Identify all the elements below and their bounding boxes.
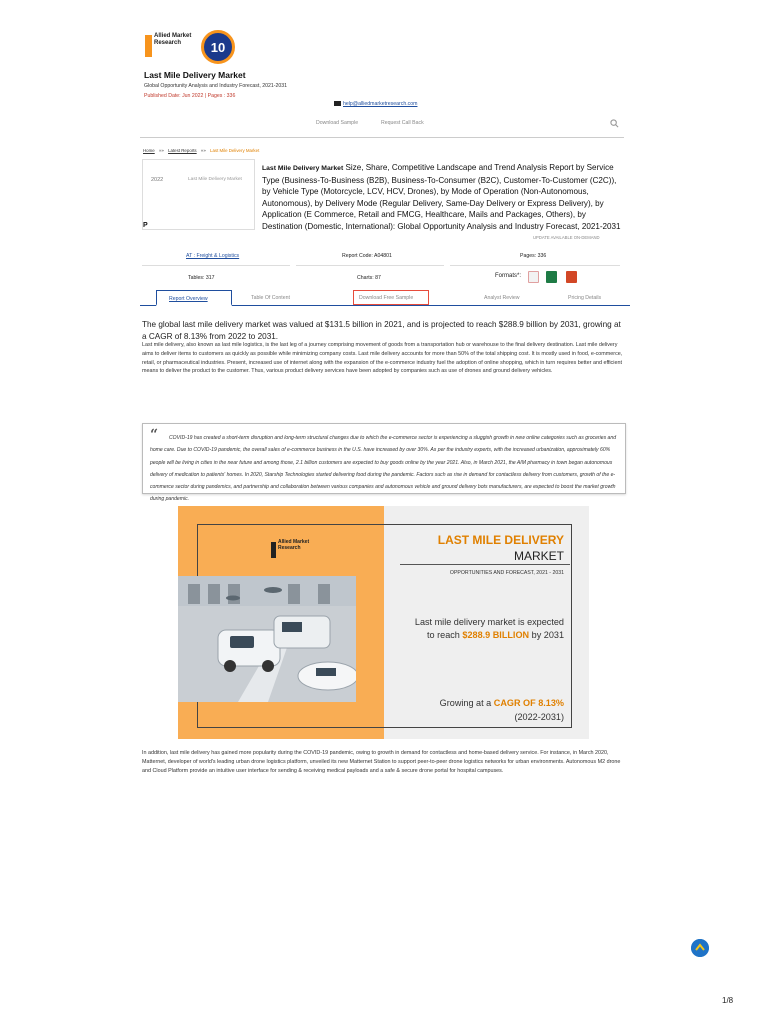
scroll-top-icon[interactable] xyxy=(691,939,709,957)
powerpoint-icon[interactable] xyxy=(566,271,577,283)
tab-report-overview[interactable] xyxy=(156,290,232,306)
breadcrumb-home[interactable]: Home xyxy=(143,148,155,153)
info-divider xyxy=(296,265,444,266)
update-note: UPDATE AVAILABLE ON-DEMAND xyxy=(533,235,600,240)
breadcrumb-latest-reports[interactable]: Latest Reports xyxy=(168,148,197,153)
report-code: Report Code: A04801 xyxy=(342,253,392,259)
market-title: Last Mile Delivery Market xyxy=(144,70,246,80)
report-title-rest: Size, Share, Competitive Landscape and Trend Analysis Report by Service Type (Business-To-Business (B2B), Business-To-Consumer (B2C), Customer-To-Customer (C2C)), by Vehicle Type (Motorcycle, LCV, HCV, Drones), by Mode of Operation (Non-Autonomous, Autonomous), by Delivery Mode (Regular Delivery, Same-Day Delivery or Express Delivery), by Application (E Commerce, Retail and FMCG, Healthcare, Mails and Packages, Others), by Destination (Domestic, International): Global Opportunity Analysis and Industry Forecast, 2021-2031 xyxy=(262,163,621,231)
tab-pricing-details[interactable]: Pricing Details xyxy=(568,295,602,301)
infographic-tagline: OPPORTUNITIES AND FORECAST, 2021 - 2031 xyxy=(449,570,564,576)
breadcrumb-separator: »» xyxy=(200,148,206,153)
infographic-divider xyxy=(400,564,570,565)
infographic-logo-text: Allied Market Research xyxy=(278,539,310,551)
pages-count: Pages: 336 xyxy=(520,253,547,259)
tab-table-of-content[interactable]: Table Of Content xyxy=(251,295,290,301)
delivery-vehicles-illustration xyxy=(178,576,356,702)
download-sample-link[interactable]: Download Sample xyxy=(316,120,359,126)
formats-label: Formats*: xyxy=(495,273,522,279)
cagr-line1 xyxy=(440,696,564,710)
logo-mark xyxy=(145,32,197,62)
infographic-cagr xyxy=(440,696,564,724)
cagr-period: (2022-2031) xyxy=(514,712,564,722)
header-divider xyxy=(140,137,624,138)
market-infographic xyxy=(178,506,589,739)
overview-paragraph: Last mile delivery, also known as last mile logistics, is the last leg of a journey comprising movement of goods from a transportation hub or warehouse to the final delivery destination. Last mile delivery aims to deliver items to customers as quickly as possible while minimizing company costs. Last mile delivery accounts for more than 50% of the total shipping cost. It is mostly used in food, e-commerce, retail, or pharmaceutical industries. Present, increased use of internet along with the expansion of the e-commerce industry fuel the adoption of online shopping, which in turn requires better and efficient means to deliver the product to the customer. Thus, various product delivery services have been adopted by companies such as use of drones and ground delivery vehicles. xyxy=(142,342,623,375)
email-link[interactable] xyxy=(334,101,417,107)
excel-icon[interactable] xyxy=(546,271,557,283)
infographic-expected-value xyxy=(415,616,564,641)
breadcrumb-current: Last Mile Delivery Market xyxy=(210,148,260,153)
expected-line1: Last mile delivery market is expected xyxy=(414,617,564,627)
expected-mid: to reach xyxy=(427,629,463,640)
cover-label: Last Mile Delivery Market xyxy=(188,177,242,182)
mail-icon xyxy=(334,101,341,106)
published-info: Published Date: Jun 2022 | Pages : 336 xyxy=(144,93,236,99)
info-divider xyxy=(142,265,290,266)
lead-paragraph: The global last mile delivery market was valued at $131.5 billion in 2021, and is projected to reach $288.9 billion by 2031, growing at a CAGR of 8.13% from 2022 to 2031. xyxy=(142,320,621,341)
logo-text: Allied Market Research xyxy=(154,33,192,46)
quote-text: COVID-19 has created a short-term disruption and long-term structural changes due to which the e-commerce sector is experiencing a sluggish growth in new online categories such as groceries and home care. Due to COVID-19 pandemic, the overall sales of e-commerce business in the U.S. have increased by over 30%. As per the industry experts, with the increased urbanization, approximately 60% people will be living in cities in the near future and among those, 2.1 billion customers are expected to buy goods online by the year 2021. Also, in March 2021, the AIM pharmacy in town began autonomous delivery of medication to patients' homes. In 2020, Starship Technologies started delivering food during the pandemic. Factors such as rise in demand for contactless delivery from customers, growth of the e-commerce sector during pandemics, and partnership and collaboration between various companies and autonomous vehicle and ground delivery bots manufacturers, are expected to boost the market growth during pandemic. xyxy=(150,435,617,503)
tab-label: Report Overview xyxy=(169,296,208,302)
report-title xyxy=(262,162,624,233)
search-icon[interactable] xyxy=(610,119,619,128)
tables-count: Tables: 317 xyxy=(188,275,215,281)
charts-count: Charts: 87 xyxy=(357,275,381,281)
cagr-value-highlight: CAGR OF 8.13% xyxy=(493,698,564,708)
infographic-logo-icon xyxy=(271,542,276,558)
expected-value-highlight: $288.9 BILLION xyxy=(462,629,530,640)
report-title-bold: Last Mile Delivery Market xyxy=(262,165,344,172)
category-link[interactable] xyxy=(186,253,239,259)
cover-year: 2022 xyxy=(151,177,164,183)
expected-line2 xyxy=(415,629,564,642)
info-divider xyxy=(450,265,620,266)
infographic-title-line2: MARKET xyxy=(513,549,564,563)
page-number: 1/8 xyxy=(722,996,734,1005)
tab-download-free-sample[interactable] xyxy=(353,290,429,305)
email-text: help@alliedmarketresearch.com xyxy=(343,101,418,107)
breadcrumb xyxy=(143,148,259,153)
anniversary-seal-icon xyxy=(201,30,235,64)
anniversary-number: 10 xyxy=(210,40,226,55)
cagr-pre: Growing at a xyxy=(439,698,494,708)
category-text: AT : Freight & Logistics xyxy=(186,253,240,259)
breadcrumb-separator: »» xyxy=(158,148,164,153)
allied-market-research-logo xyxy=(145,30,240,66)
report-cover-image xyxy=(142,159,255,230)
cover-marker: P xyxy=(143,222,148,229)
request-call-back-link[interactable]: Request Call Back xyxy=(381,120,424,126)
covid-paragraph: In addition, last mile delivery has gained more popularity during the COVID-19 pandemic, owing to growth in demand for contactless and home-based delivery service. For instance, in March 2020, Matternet, developer of world's leading urban drone logistics platform, unveiled its new Matternet Station to support peer-to-peer drone logistics networks for urban environments. Autonomous M2 drone and Cloud Platform provide an intuitive user interface for sending & receiving medical payloads and a safe & secure drone portal for hospital campuses. xyxy=(142,750,621,774)
pdf-icon[interactable] xyxy=(528,271,539,283)
market-subtitle: Global Opportunity Analysis and Industry Forecast, 2021-2031 xyxy=(144,83,288,89)
covid-quote-box xyxy=(142,423,626,503)
infographic-title-line1: LAST MILE DELIVERY xyxy=(437,533,564,547)
tab-label: Download Free Sample xyxy=(359,295,414,301)
expected-post: by 2031 xyxy=(529,629,564,640)
tab-analyst-review[interactable]: Analyst Review xyxy=(484,295,520,301)
quote-icon: “ xyxy=(150,427,159,443)
